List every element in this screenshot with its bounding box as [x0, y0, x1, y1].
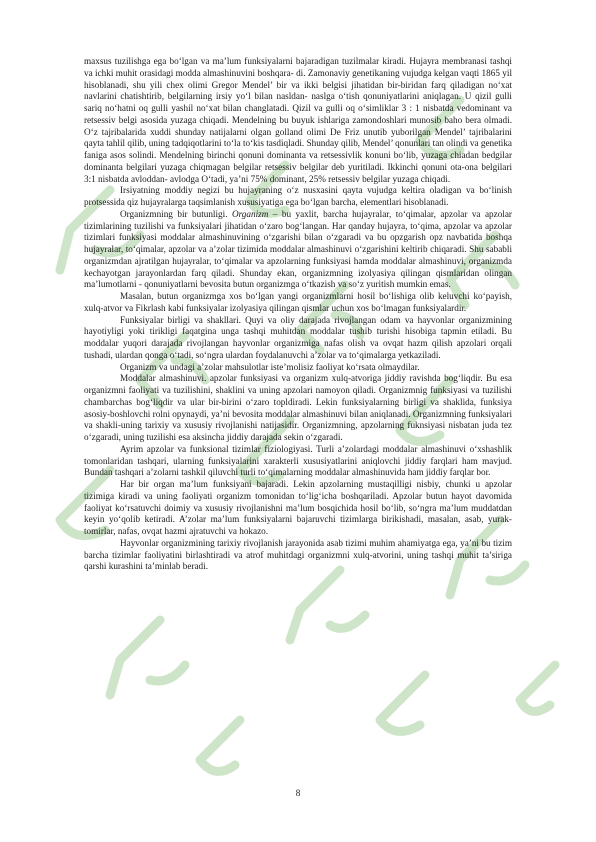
paragraph-4: Masalan, butun organizmga xos bo‘lgan yangi organizmlarni hosil bo‘lishiga olib keluvchi ko‘payish, xulq-atvor va Fikrlash kabi funksiyalar izolyasiya qilingan qismlar uchun xos bo‘lmagan funksiyalardir. [84, 291, 512, 313]
paragraph-1: maxsus tuzilishga ega bo‘lgan va ma’lum funksiyalarni bajaradigan tuzilmalar kiradi. Hujayra membranasi tashqi va ichki muhit orasidagi modda almashinuvini boshqara- di. Zamonaviy genetikaning vujudga kelgan vaqti 1865 yil hisoblanadi, shu yili chex olimi Gregor Mendel’ bir va ikki belgisi jihatidan bir-biridan farq qiladigan no‘xat navlarini chatishtirib, belgilarning irsiy yo‘l bilan nasldan- naslga o‘tish qonuniyatlarini aniqlagan. U qizil gulli sariq no‘hatni oq gulli yashil no‘xat bilan changlatadi. Qizil va gulli oq o‘simliklar 3 : 1 nisbatda vedominant va retsessiv belgi asosida yuzaga chiqadi. Mendelning bu buyuk ishlariga zamondoshlari munosib baho bera olmadi. O‘z tajribalarida xuddi shunday natijalarni olgan golland olimi De Friz unutib yuborilgan Mendel’ tajribalarini qayta tahlil qilib, uning tadqiqotlarini to‘la to‘kis tasdiqladi. Shunday qilib, Mendel’ qonunlari tan olindi va genetika faniga asos solindi. Mendelning birinchi qonuni dominanta va retsessivlik konuni bo‘lib, yuzaga chiadan bedgilar dominanta belgilari yuzaga chiqmagan belgilar retsessiv belgilar deb yuritiladi. Ikkinchi qonuni ota-ona belgilari 3:1 nisbatda avloddan- avlodga O‘tadi, ya’ni 75% dominant, 25% retsessiv belgilar yuzaga chiqadi. [84, 56, 512, 184]
paragraph-8: Ayrim apzolar va funksional tizimlar fiziologiyasi. Turli a’zolardagi moddalar almashinuvi o‘xshashlik tomonlaridan tashqari, ularning funksiyalarini xarakterli xususiyatlarini aniqlovchi jiddiy farqlari ham mavjud. Bundan tashqari a’zolarni tashkil qiluvchi turli to‘qimalarning moddalar almashinuvida ham jiddiy farqlar bor. [84, 443, 512, 478]
paragraph-7: Moddalar almashinuvi. apzolar funksiyasi va organizm xulq-atvoriga jiddiy ravishda bog‘liqdir. Bu esa organizmni faoliyati va tuzilishini, shaklini va uning apzolari namoyon qiladi. Organizmnig funksiyasi va tuzilishi chambarchas bog‘liqdir va ular bir-birini o‘zaro topldiradi. Lekin funksiyalarning birligi va shaklida, funksiya asosiy-boshlovchi rolni opynaydi, ya’ni bevosita moddalar almashinuvi bilan aniqlanadi. Organizmning funksiyalari va shakli-uning tarixiy va xususiy rivojlanishi natijasidir. Organizmning, apzolarning fuknsiyasi nisbatan juda tez o‘zgaradi, uning tuzilishi esa aksincha jiddiy darajada sekin o‘zgaradi. [84, 373, 512, 442]
paragraph-2: Irsiyatning moddiy negizi bu hujayraning o‘z nusxasini qayta vujudga keltira oladigan va bo‘linish protsessida qiz hujayralarga taqsimlanish xususiyatiga ega bo‘lgan barcha, elementlari hisoblanadi. [84, 185, 512, 207]
paragraph-6: Organizm va undagi a’zolar mahsulotlar iste’molisiz faoliyat ko‘rsata olmaydilar. [120, 361, 420, 372]
paragraph-5: Funksiyalar birligi va shakllari. Quyi va oliy darajada rivojlangan odam va hayvonlar organizmining hayotiyligi yoki tirikligi faqatgina unga tashqi muhitdan moddalar tushib turishi hisobiga tapmin etiladi. Bu moddalar yuqori darajada rivojlangan hayvonlar organizmiga nafas olish va ovqat hazm qilish apzolari orqali tushadi, ulardan qonga o‘tadi, so‘ngra ulardan foydalanuvchi a’zolar va to‘qimalarga yetkaziladi. [84, 314, 512, 360]
paragraph-9: Har bir organ ma’lum funksiyani bajaradi. Lekin apzolarning mustaqilligi nisbiy, chunki u apzolar tizimiga kiradi va uning faoliyati organizm tomonidan to‘lig‘icha boshqariladi. Apzolar butun hayot davomida faoliyat ko‘rsatuvchi doimiy va xususiy rivojlanishni ma’lum bosqichida hosil bo‘lib, so‘ngra ma’lum muddatdan keyin yo‘qolib ketiradi. A’zolar ma’lum funksiyalarni bajaruvchi tizimlarga birikishadi, masalan, asab, yurak-tomirlar, nafas, ovqat hazmi ajratuvchi va hokazo. [84, 479, 512, 536]
paragraph-3: Organizmning bir butunligi. Organizm – bu yaxlit, barcha hujayralar, to‘qimalar, apzolar va apzolar tizimlarining tuzilishi va funksiyalari jihatidan o‘zaro bog‘langan. Har qanday hujayra, to‘qima, apzolar va apzolar tizimlari funksiyasi moddalar almashinuvining o‘zgarishi bilan o‘zgaradi va bu opzgarish opz navbatida boshqa hujayralar, to‘qimalar, apzolar va a’zolar tizimida moddalar almashinuvi o‘zgarishini keltirib chiqaradi. Shu sababli organizmdan ajratilgan hujayralar, to‘qimalar va apzolarning funksiyasi hamda moddalar almashinuvi, organizmda kechayotgan jarayonlardan farq qiladi. Shunday ekan, organizmning izolyasiya qilingan qismlaridan olingan ma’lumotlarni - qonuniyatlarni bevosita butun organizmga o‘tkazish va so‘z yuritish mumkin emas. [84, 208, 512, 290]
document-body [84, 56, 512, 573]
page-number: 8 [295, 788, 301, 798]
paragraph-10: Hayvonlar organizmining tarixiy rivojlanish jarayonida asab tizimi muhim ahamiyatga ega, ya’ni bu tizim barcha tizimlar faoliyatini birlashtiradi va atrof muhitdagi organizmni xulq-atvorini, uning tashqi muhit ta’siriga qarshi kurashini ta’minlab beradi. [84, 537, 512, 572]
